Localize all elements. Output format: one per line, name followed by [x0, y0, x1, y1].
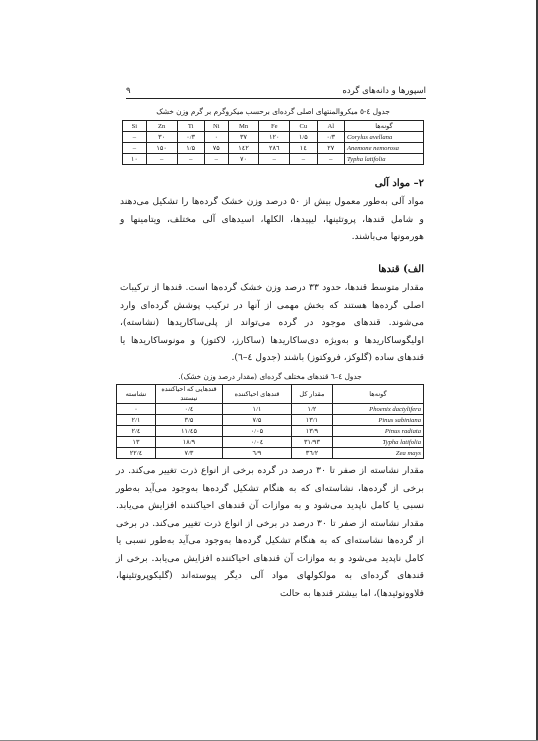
table2 — [116, 384, 424, 459]
subsection-paragraph: مقدار متوسط قندها، حدود ۳۳ درصد وزن خشک گرده‌ها است. قندها از ترکیبات اصلی گرده‌ها هستند که بخش مهمی از آنها در ترکیب پوشش گرده‌ای وارد می‌شوند. قندهای موجود در گرده می‌تواند از پلی‌ساکاریدها (نشاسته)، اولیگوساکاریدها و به‌ویژه دی‌ساکاریدها (ساکارز، لاکتوز) و مونوساکاریدها یا قندهای ساده (گلوکز، فروکتوز) باشند (جدول ٤–٦). — [120, 282, 424, 363]
table-cell-species: Anemone nemorosa — [345, 143, 424, 154]
table-row — [117, 404, 424, 415]
table1-col-al: Al — [317, 121, 344, 132]
table-cell: – — [259, 154, 290, 165]
table2-header-row — [117, 385, 424, 404]
table-cell-species: Zea mays — [333, 448, 424, 459]
table-cell: ۱/۵ — [290, 132, 317, 143]
table2-col-non-reducing: قندهایی که احیاکننده نیستند — [156, 385, 223, 404]
table-cell: ۱۳ — [117, 437, 156, 448]
table-cell: ۰ — [204, 132, 228, 143]
table-cell: ۰/۰٤ — [223, 437, 292, 448]
table1-col-mn: Mn — [228, 121, 259, 132]
table-cell: ۱٤۲ — [228, 143, 259, 154]
table-cell: – — [204, 154, 228, 165]
table-cell: ۰ — [117, 404, 156, 415]
table2-col-total: مقدار کل — [292, 385, 333, 404]
running-header-title: اسپورها و دانه‌های گرده — [342, 86, 426, 96]
table-cell: ۱۲۰ — [259, 132, 290, 143]
table-cell: ۳۱/۹۳ — [292, 437, 333, 448]
table1-col-ni: Ni — [204, 121, 228, 132]
table-row — [123, 132, 424, 143]
table-cell: ۷۵ — [204, 143, 228, 154]
table-cell: ۳/۵ — [156, 415, 223, 426]
table-cell: ۱٤ — [290, 143, 317, 154]
table-cell-species: Pinus sabiniana — [333, 415, 424, 426]
table-row — [117, 415, 424, 426]
table-cell: ۳۰ — [146, 132, 177, 143]
table-cell: ۲/۱ — [117, 415, 156, 426]
table-cell: ۰/۳ — [317, 132, 344, 143]
table-cell: ۳۷ — [228, 132, 259, 143]
table-row — [123, 143, 424, 154]
table1-header-row — [123, 121, 424, 132]
table1-col-ti: Ti — [177, 121, 204, 132]
table-cell: – — [177, 154, 204, 165]
table-cell: – — [290, 154, 317, 165]
table-cell: ۲۲/٤ — [117, 448, 156, 459]
table-cell-species: Typha latifolia — [333, 437, 424, 448]
table-cell: – — [146, 154, 177, 165]
table-cell: ۱۳/۹ — [292, 426, 333, 437]
table-cell: ۷/۵ — [223, 415, 292, 426]
table-cell: ۰/۰۵ — [223, 426, 292, 437]
closing-paragraph: مقدار نشاسته از صفر تا ۳۰ درصد در گرده برخی از انواع ذرت تغییر می‌کند. در برخی از گرده‌ها، نشاسته‌ای که به هنگام تشکیل گرده‌ها به‌وجود می‌آید به‌طور نسبی یا کامل ناپدید می‌شود و به موازات آن قندهای احیاکننده افزایش می‌یابد. مقدار نشاسته از صفر تا ۳۰ درصد در برخی از انواع ذرت تغییر می‌کند. در برخی از گرده‌ها نشاسته‌ای که به هنگام تشکیل گرده‌ها به‌وجود می‌آید به‌طور نسبی یا کامل ناپدید می‌شود و به موازات آن قندهای احیاکننده افزایش می‌یابد. برخی از قندهای گرده‌ای به مولکولهای مواد آلی دیگر پیوسته‌اند (گلیکوپروتئینها، فلاوونوئیدها)، اما بیشتر قندها به حالت — [116, 465, 425, 599]
table1 — [122, 120, 424, 165]
table1-col-fe: Fe — [259, 121, 290, 132]
table-cell: ۱/۵ — [177, 143, 204, 154]
table-cell-species: Typha latifolia — [345, 154, 424, 165]
section-heading: ۲– مواد آلی — [374, 178, 424, 189]
table-cell: ۰/٤ — [156, 404, 223, 415]
table1-col-species: گونه‌ها — [345, 121, 424, 132]
table-cell: ۱۸/۹ — [156, 437, 223, 448]
table-cell: ۱۱/٤۵ — [156, 426, 223, 437]
table2-col-reducing: قندهای احیاکننده — [223, 385, 292, 404]
table-row — [117, 437, 424, 448]
table-cell: ۱۰ — [123, 154, 147, 165]
table-cell: – — [123, 143, 147, 154]
table-row — [123, 154, 424, 165]
table-cell: – — [317, 154, 344, 165]
header-rule — [126, 98, 426, 99]
table-cell: ۱/۲ — [292, 404, 333, 415]
table-cell-species: Corylus avellana — [345, 132, 424, 143]
table-cell-species: Phoenix dactylifera — [333, 404, 424, 415]
table-row — [117, 426, 424, 437]
section-paragraph: مواد آلی به‌طور معمول بیش از ۵۰ درصد وزن خشک گرده‌ها را تشکیل می‌دهند و شامل قندها، پروتئینها، لیپیدها، الکلها، اسیدهای آلی مختلف، ویتامینها و هورمونها می‌باشند. — [120, 196, 424, 242]
page-number: ۹ — [126, 86, 131, 96]
table-cell: ۷/۳ — [156, 448, 223, 459]
subsection-heading: الف) قندها — [378, 264, 424, 275]
table-cell: – — [123, 132, 147, 143]
table-cell: ٦/۹ — [223, 448, 292, 459]
table1-col-zn: Zn — [146, 121, 177, 132]
table-cell-species: Pinus radiata — [333, 426, 424, 437]
table-cell: ۱۵۰ — [146, 143, 177, 154]
table1-col-cu: Cu — [290, 121, 317, 132]
table-cell: ۲۷ — [317, 143, 344, 154]
table2-col-starch: نشاسته — [117, 385, 156, 404]
table-row — [117, 448, 424, 459]
table-cell: ۲/٤ — [117, 426, 156, 437]
table2-caption: جدول ٤–٦ قندهای مختلف گرده‌ای (مقدار درصد وزن خشک). — [178, 372, 362, 381]
table-cell: ۱۳/۱ — [292, 415, 333, 426]
table1-col-si: Si — [123, 121, 147, 132]
table-cell: ۲۸٦ — [259, 143, 290, 154]
table2-col-species: گونه‌ها — [333, 385, 424, 404]
table-cell: ۰/۳ — [177, 132, 204, 143]
table-cell: ۷۰ — [228, 154, 259, 165]
running-header — [126, 86, 426, 96]
table-cell: ۱/۱ — [223, 404, 292, 415]
table-cell: ۳٦/۲ — [292, 448, 333, 459]
table1-caption: جدول ٤-٥ میکروالمنتهای اصلی گرده‌ای برحسب میکروگرم بر گرم وزن خشک — [156, 107, 390, 116]
